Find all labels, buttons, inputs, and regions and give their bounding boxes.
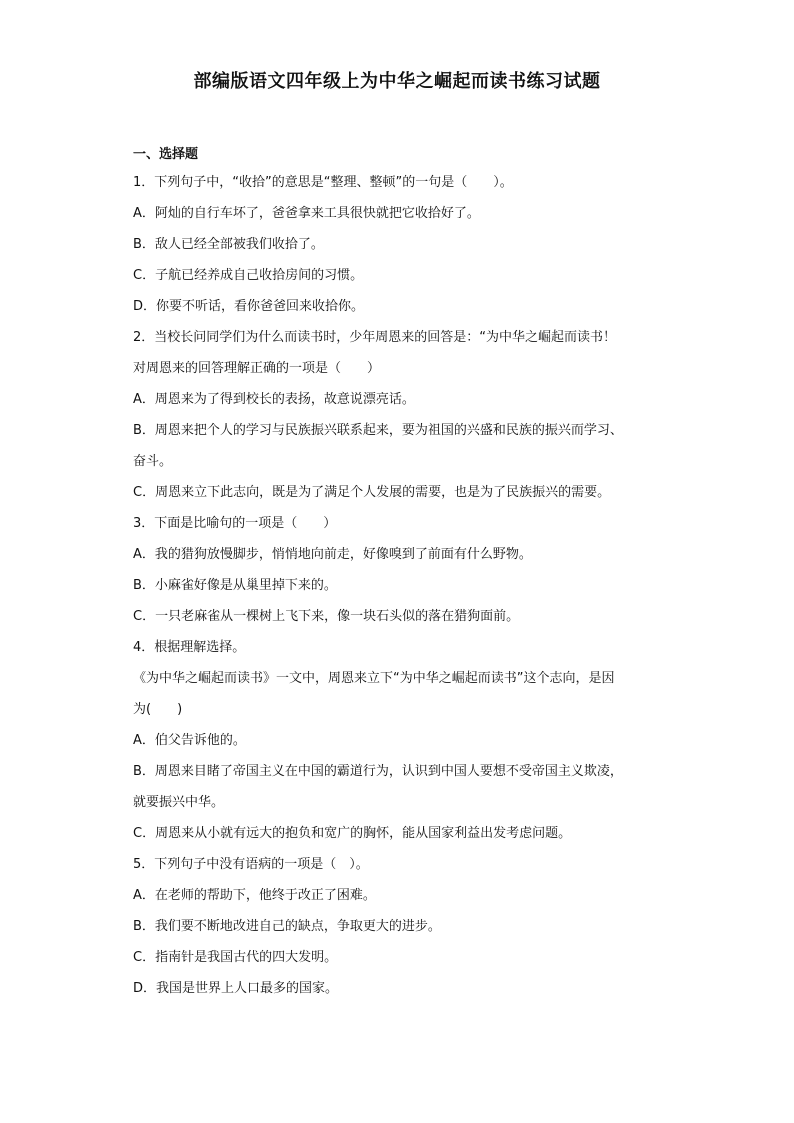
document-content bbox=[133, 143, 665, 1004]
question-3-option-c: C．一只老麻雀从一棵树上飞下来，像一块石头似的落在猎狗面前。 bbox=[133, 609, 520, 624]
question-5-option-d: D．我国是世界上人口最多的国家。 bbox=[133, 981, 339, 996]
question-1-option-b: B．敌人已经全部被我们收拾了。 bbox=[133, 237, 324, 252]
question-2-option-a: A．周恩来为了得到校长的表扬，故意说漂亮话。 bbox=[133, 392, 415, 407]
question-5-option-a: A．在老师的帮助下，他终于改正了困难。 bbox=[133, 888, 376, 903]
question-2-stem-line-1: 2．当校长问同学们为什么而读书时，少年周恩来的回答是：“为中华之崛起而读书！ bbox=[133, 330, 617, 345]
question-2-option-b-line-2: 奋斗。 bbox=[133, 454, 173, 469]
question-5-option-c: C．指南针是我国古代的四大发明。 bbox=[133, 950, 338, 965]
section-heading: 一、选择题 bbox=[133, 147, 199, 162]
question-5-option-b: B．我们要不断地改进自己的缺点，争取更大的进步。 bbox=[133, 919, 441, 934]
question-4-option-b-line-2: 就要振兴中华。 bbox=[133, 795, 225, 810]
question-3-option-a: A．我的猎狗放慢脚步，悄悄地向前走，好像嗅到了前面有什么野物。 bbox=[133, 547, 532, 562]
question-4-option-b-line-1: B．周恩来目睹了帝国主义在中国的霸道行为，认识到中国人要想不受帝国主义欺凌， bbox=[133, 764, 623, 779]
question-4-option-a: A．伯父告诉他的。 bbox=[133, 733, 246, 748]
question-5-stem: 5．下列句子中没有语病的一项是（ ）。 bbox=[133, 857, 369, 872]
question-4-passage-line-2: 为( ) bbox=[133, 702, 183, 717]
question-4-stem: 4．根据理解选择。 bbox=[133, 640, 246, 655]
question-4-option-c: C．周恩来从小就有远大的抱负和宽广的胸怀，能从国家利益出发考虑问题。 bbox=[133, 826, 572, 841]
document-title: 部编版语文四年级上为中华之崛起而读书练习试题 bbox=[193, 71, 601, 92]
question-4-passage-line-1: 《为中华之崛起而读书》一文中，周恩来立下“为中华之崛起而读书”这个志向，是因 bbox=[133, 671, 615, 686]
question-2-option-b-line-1: B．周恩来把个人的学习与民族振兴联系起来，要为祖国的兴盛和民族的振兴而学习、 bbox=[133, 423, 623, 438]
question-1-stem: 1．下列句子中，“收拾”的意思是“整理、整顿”的一句是（ ）。 bbox=[133, 175, 513, 190]
question-1-option-d: D．你要不听话，看你爸爸回来收拾你。 bbox=[133, 299, 365, 314]
question-1-option-c: C．子航已经养成自己收拾房间的习惯。 bbox=[133, 268, 364, 283]
question-3-option-b: B．小麻雀好像是从巢里掉下来的。 bbox=[133, 578, 337, 593]
question-1-option-a: A．阿灿的自行车坏了，爸爸拿来工具很快就把它收拾好了。 bbox=[133, 206, 480, 221]
question-2-option-c: C．周恩来立下此志向，既是为了满足个人发展的需要，也是为了民族振兴的需要。 bbox=[133, 485, 611, 500]
question-3-stem: 3．下面是比喻句的一项是（ ） bbox=[133, 516, 337, 531]
question-2-stem-line-2: 对周恩来的回答理解正确的一项是（ ） bbox=[133, 361, 381, 376]
